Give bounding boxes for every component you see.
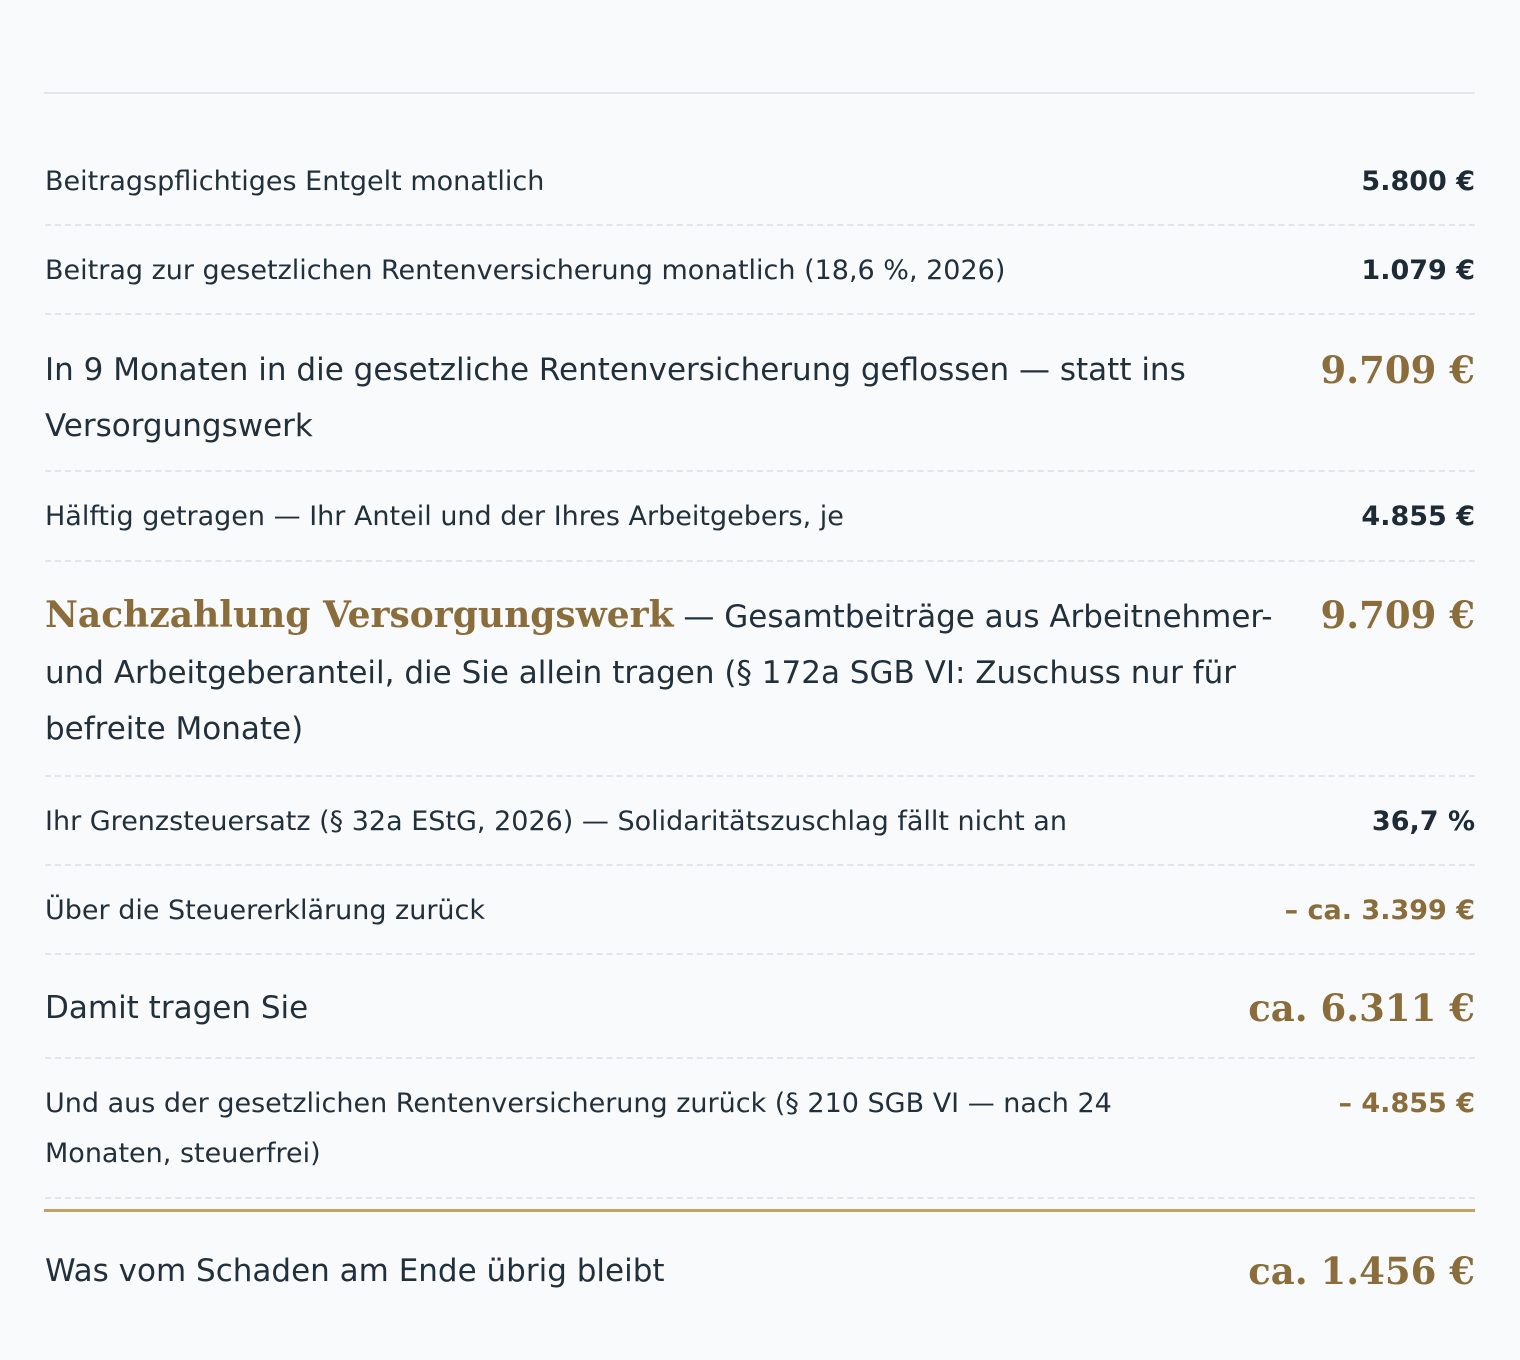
row-value: 4.855 € — [1361, 501, 1475, 532]
top-divider — [44, 92, 1475, 94]
row-label: Beitragspflichtiges Entgelt monatlich — [45, 166, 545, 197]
row-label: Was vom Schaden am Ende übrig bleibt — [45, 1253, 665, 1289]
row-divider — [45, 1197, 1475, 1199]
row-label: Beitrag zur gesetzlichen Rentenversicherung monatlich (18,6 %, 2026) — [45, 255, 1006, 286]
row-value: 9.709 € — [1320, 348, 1475, 392]
row-divider — [45, 313, 1475, 315]
row-label — [45, 587, 1285, 757]
row-label: In 9 Monaten in die gesetzliche Rentenversicherung geflossen — statt ins Versorgungswerk — [45, 352, 1186, 444]
row-label: Hälftig getragen — Ihr Anteil und der Ihres Arbeitgebers, je — [45, 501, 844, 532]
row-half-share — [45, 492, 1475, 542]
total-divider — [44, 1209, 1475, 1212]
row-divider — [45, 224, 1475, 226]
row-divider — [45, 953, 1475, 955]
row-value: – 4.855 € — [1338, 1088, 1475, 1119]
row-label-text: — Gesamtbeiträge aus Arbeitnehmer- und Arbeitgeberanteil, die Sie allein tragen (§ 172a SGB VI: Zuschuss nur für befreite Monate) — [45, 599, 1273, 747]
row-remaining-damage-total — [45, 1243, 1475, 1299]
row-divider — [45, 864, 1475, 866]
row-back-payment-pension-fund — [45, 587, 1475, 757]
row-value: – ca. 3.399 € — [1284, 895, 1475, 926]
row-value: 9.709 € — [1320, 593, 1475, 637]
row-divider — [45, 1057, 1475, 1059]
row-monthly-pension-contribution — [45, 246, 1475, 296]
row-value: 1.079 € — [1361, 255, 1475, 286]
row-value: ca. 1.456 € — [1248, 1249, 1475, 1293]
row-value: ca. 6.311 € — [1248, 986, 1475, 1030]
row-marginal-tax-rate — [45, 797, 1475, 847]
row-label: Damit tragen Sie — [45, 990, 309, 1026]
row-contribution-income — [45, 157, 1475, 207]
row-tax-refund — [45, 886, 1475, 936]
row-divider — [45, 560, 1475, 562]
row-divider — [45, 470, 1475, 472]
row-paid-into-statutory-pension — [45, 342, 1475, 454]
row-value: 5.800 € — [1361, 166, 1475, 197]
row-statutory-pension-refund — [45, 1079, 1475, 1179]
row-value: 36,7 % — [1371, 806, 1475, 837]
row-label: Über die Steuererklärung zurück — [45, 895, 486, 926]
row-your-burden — [45, 980, 1475, 1036]
row-label: Und aus der gesetzlichen Rentenversicherung zurück (§ 210 SGB VI — nach 24 Monaten, steuerfrei) — [45, 1088, 1112, 1169]
row-divider — [45, 775, 1475, 777]
row-label: Ihr Grenzsteuersatz (§ 32a EStG, 2026) — Solidaritätszuschlag fällt nicht an — [45, 806, 1067, 837]
row-heading: Nachzahlung Versorgungswerk — [45, 594, 674, 636]
